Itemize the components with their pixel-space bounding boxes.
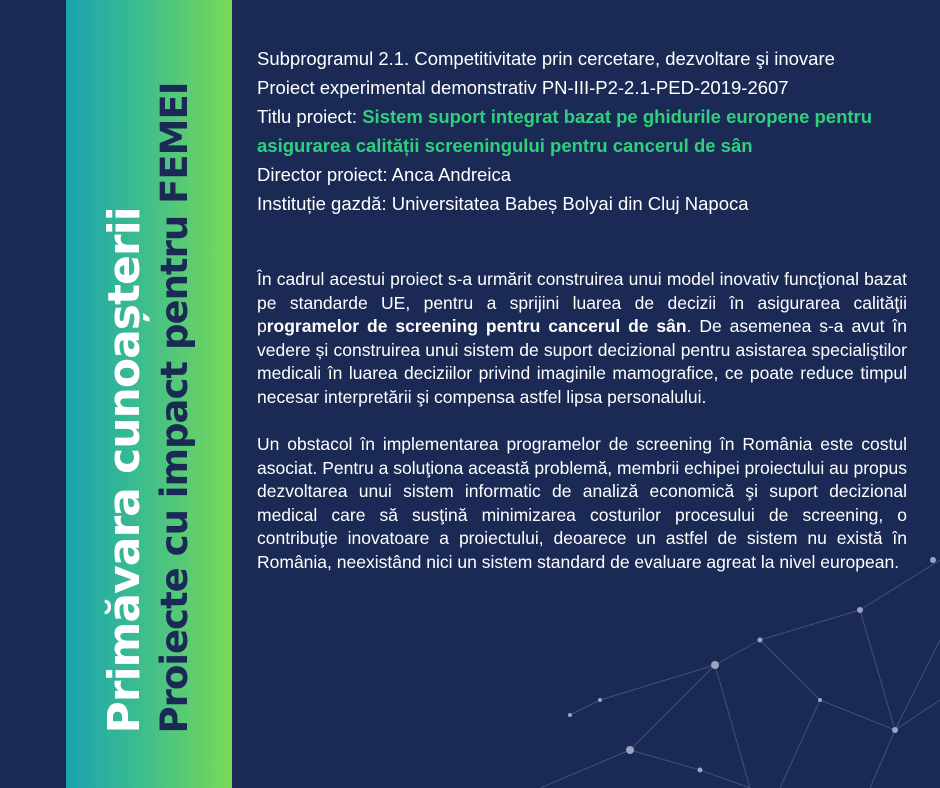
sidebar-subtitle: Proiecte cu impact pentru FEMEI xyxy=(153,82,196,734)
paragraph-1-start: În cadrul acestui proiect s-a urmărit construirea unui model inovativ funcţional bazat pe standarde UE, pentru a sprijini luarea de decizii în asigurarea calităţii p xyxy=(257,269,907,336)
subprogram-line: Subprogramul 2.1. Competitivitate prin cercetare, dezvoltare şi inovare xyxy=(257,48,835,69)
sidebar-vertical-title xyxy=(99,83,199,734)
paragraph-2: Un obstacol în implementarea programelor de screening în România este costul asociat. Pentru a soluţiona această problemă, membrii echipei proiectului au propus dezvoltarea unui sistem informatic de analiză economică şi suport decizional medical care să susţină minimizarea costurilor procesului de screening, o contribuţie inovatoare a proiectului, deoarece un astfel de sistem nu există în România, neexistând nici un sistem standard de evaluare agreat la nivel european. xyxy=(257,434,907,572)
project-title-line xyxy=(257,102,907,160)
institution-line: Instituție gazdă: Universitatea Babeș Bolyai din Cluj Napoca xyxy=(257,193,749,214)
main-content xyxy=(257,44,907,598)
project-title-label: Titlu proiect: xyxy=(257,106,363,127)
project-info xyxy=(257,44,907,218)
paragraph-1 xyxy=(257,268,907,409)
director-line: Director proiect: Anca Andreica xyxy=(257,164,511,185)
project-title-value: Sistem suport integrat bazat pe ghidurile europene pentru asigurarea calității screeningului pentru cancerul de sân xyxy=(257,106,873,156)
project-type-line: Proiect experimental demonstrativ PN-III-P2-2.1-PED-2019-2607 xyxy=(257,77,789,98)
paragraph-1-end: . De asemenea s-a avut în vedere și construirea unui sistem de suport decizional pentru asistarea specialiştilor medicali în luarea deciziilor privind imaginile mamografice, ce poate reduce timpul necesar interpretării şi compensa astfel lipsa personalului. xyxy=(257,316,908,407)
description xyxy=(257,268,907,574)
paragraph-1-bold: rogramelor de screening pentru cancerul de sân xyxy=(266,316,687,336)
sidebar-title: Primăvara cunoașterii xyxy=(99,207,150,734)
